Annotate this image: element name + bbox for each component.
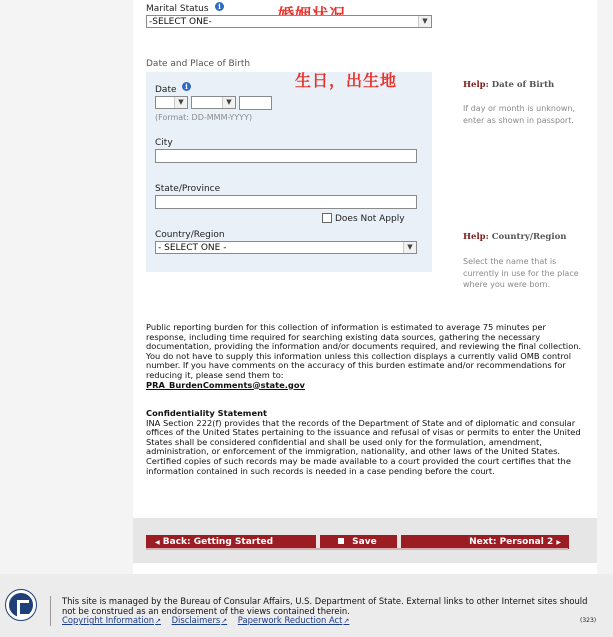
back-arrow-icon: ◀ [155,539,160,546]
nav-divider [146,548,568,550]
help-prefix: Help: [463,80,489,90]
next-button[interactable] [401,535,569,549]
does-not-apply-checkbox[interactable] [322,213,332,223]
external-link-icon: ↗ [221,617,228,626]
external-link-icon: ↗ [155,617,161,626]
copyright-link[interactable] [62,615,161,625]
does-not-apply-label: Does Not Apply [335,214,405,224]
burden-statement [146,323,582,390]
next-arrow-icon: ▶ [556,539,561,546]
info-icon[interactable]: i [215,2,224,11]
help-title-country [463,232,566,242]
chevron-down-icon: ▼ [403,242,416,253]
marital-status-select[interactable] [146,15,432,28]
info-icon[interactable]: i [182,82,191,91]
birth-city-input[interactable] [155,149,417,163]
help-topic: Date of Birth [491,80,555,90]
birth-month-select[interactable] [191,96,236,109]
birth-country-value: - SELECT ONE - [158,243,227,253]
external-link-icon: ↗ [343,617,350,626]
help-topic: Country/Region [491,232,567,242]
help-title-dob [463,80,554,90]
chevron-down-icon: ▼ [418,16,431,27]
country-label: Country/Region [155,230,225,240]
save-button-label: Save [352,537,377,547]
chevron-down-icon: ▼ [222,97,235,108]
chevron-down-icon: ▼ [174,97,187,108]
state-label: State/Province [155,184,221,194]
marital-status-value: -SELECT ONE- [149,17,212,27]
birth-state-input[interactable] [155,195,417,209]
save-button[interactable] [320,535,397,549]
help-prefix: Help: [463,232,489,242]
back-button-label: Back: Getting Started [162,537,274,547]
date-format-hint: (Format: DD-MMM-YYYY) [155,113,253,122]
help-text-dob: If day or month is unknown, enter as shown in passport. [463,104,576,125]
city-label: City [155,138,173,148]
birth-section-title: Date and Place of Birth [146,59,251,69]
footer-disclaimer: This site is managed by the Bureau of Consular Affairs, U.S. Department of State. External links to other Internet sites should not be construed as an endorsement of the views contained therein. [62,596,588,616]
copyright-link-label: Copyright Information [62,615,155,626]
disclaimers-link[interactable] [172,615,228,625]
marital-status-label: Marital Status [146,4,209,14]
burden-email-link[interactable]: PRA_BurdenComments@state.gov [146,379,305,390]
birth-day-select[interactable] [155,96,188,109]
confidentiality-text: INA Section 222(f) provides that the records of the Department of State and of diplomatic and consular offices of the United States pertaining to the issuance and refusal of visas or permits to enter the United States shall be considered confidential and shall be used only for the formulation, amendment, administration, or enforcement of the immigration, nationality, and other laws of the United States. Certified copies of such records may be made available to a court provided the court certifies that the information contained in such records is needed in a case pending before the court. [146,417,581,476]
save-disk-icon [337,537,345,545]
right-gutter [597,0,613,574]
seal-letter [17,600,29,617]
confidentiality-statement [146,409,582,476]
next-button-label: Next: Personal 2 [469,537,554,547]
version-number: (323) [580,617,597,624]
paperwork-link-label: Paperwork Reduction Act [237,615,343,626]
paperwork-link[interactable] [238,615,350,625]
burden-text: Public reporting burden for this collection of information is estimated to average 75 minutes per response, including time required for searching existing data sources, gathering the necessary documentation, providing the information and/or documents required, and reviewing the final collection. You do not have to supply this information unless this collection displays a currently valid OMB control number. If you have comments on the accuracy of this burden estimate and/or recommendations for reducing it, please send them to: [146,322,582,380]
disclaimers-link-label: Disclaimers [171,615,221,626]
left-gutter [0,0,133,574]
back-button[interactable] [146,535,316,549]
birth-country-select[interactable] [155,241,417,254]
footer-text-block [62,597,602,627]
footer-divider [50,596,51,626]
birth-year-input[interactable] [239,96,272,110]
consular-seal-icon [6,590,36,620]
help-text-country: Select the name that is currently in use for the place where you were born. [463,257,579,289]
confidentiality-title: Confidentiality Statement [146,408,267,418]
annotation-birth: 生日，出生地 [295,71,398,90]
date-label: Date [155,85,177,95]
